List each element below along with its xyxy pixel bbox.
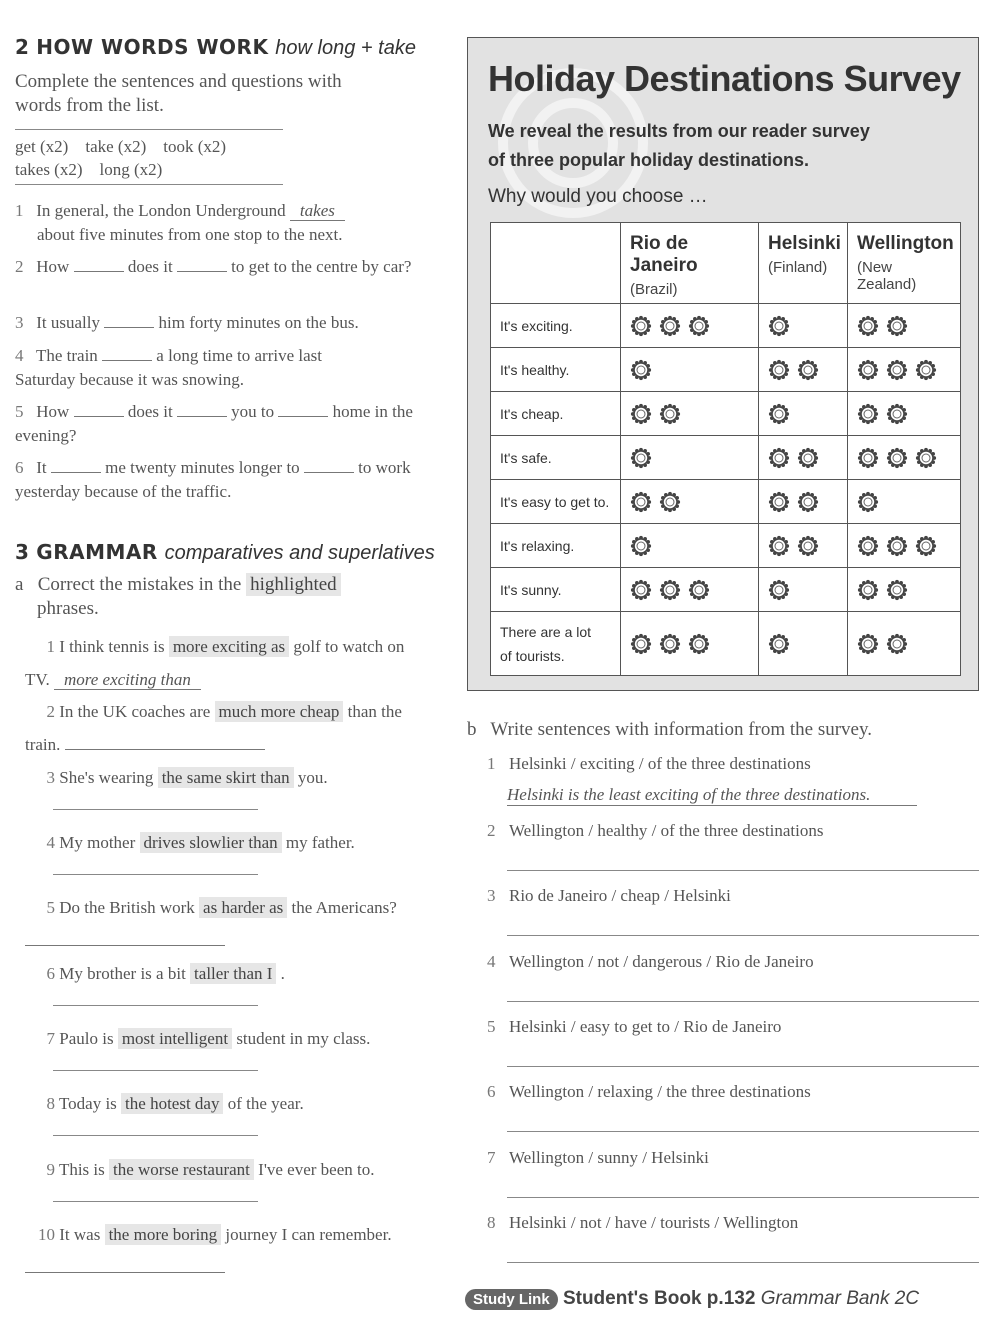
list-item bbox=[487, 1080, 977, 1104]
item-prompt: Wellington / healthy / of the three destinations bbox=[509, 821, 824, 840]
item-text: golf to watch on TV. bbox=[25, 637, 405, 689]
sun-icon bbox=[630, 579, 652, 601]
footer bbox=[465, 1288, 919, 1310]
item-text: This is bbox=[58, 1160, 105, 1179]
answer-line[interactable] bbox=[507, 1001, 979, 1002]
answer-line[interactable] bbox=[507, 870, 979, 871]
list-item bbox=[15, 255, 425, 279]
sun-icon bbox=[915, 359, 937, 381]
item-prompt: Helsinki / exciting / of the three destinations bbox=[509, 754, 811, 773]
item-text: My brother is a bit bbox=[59, 964, 186, 983]
survey-question: Why would you choose … bbox=[488, 186, 708, 207]
sun-icon bbox=[630, 403, 652, 425]
sun-icon bbox=[857, 633, 879, 655]
rating-cell bbox=[621, 480, 759, 524]
list-item bbox=[25, 891, 425, 957]
part-a-instruction bbox=[15, 573, 415, 621]
table-header-row bbox=[491, 223, 961, 304]
sun-icon bbox=[886, 579, 908, 601]
word-list-item: take (x2) bbox=[85, 137, 147, 156]
rating-cell bbox=[848, 568, 961, 612]
item-text: my father. bbox=[285, 833, 355, 852]
item-number: 6 bbox=[487, 1082, 496, 1101]
sun-icon bbox=[630, 491, 652, 513]
sun-icon bbox=[688, 315, 710, 337]
list-item bbox=[15, 344, 365, 392]
table-header-blank bbox=[491, 223, 621, 304]
item-text: Today is bbox=[58, 1094, 117, 1113]
answer-line[interactable] bbox=[507, 1262, 979, 1263]
item-text: . bbox=[280, 964, 285, 983]
answer-blank[interactable] bbox=[74, 402, 124, 417]
sun-icon bbox=[659, 579, 681, 601]
highlighted-phrase: the worse restaurant bbox=[109, 1159, 254, 1180]
answer-blank[interactable] bbox=[177, 257, 227, 272]
item-number: 2 bbox=[46, 702, 55, 721]
highlighted-phrase: most intelligent bbox=[118, 1028, 232, 1049]
item-number: 4 bbox=[15, 346, 24, 365]
highlighted-phrase: as harder as bbox=[199, 897, 287, 918]
sun-icon bbox=[857, 315, 879, 337]
sun-icon bbox=[915, 447, 937, 469]
sun-icon bbox=[768, 491, 790, 513]
row-label: It's sunny. bbox=[491, 568, 621, 612]
row-label: It's easy to get to. bbox=[491, 480, 621, 524]
item-text: journey I can remember. bbox=[225, 1225, 392, 1244]
item-text: than the train. bbox=[25, 702, 402, 754]
sun-icon bbox=[768, 579, 790, 601]
item-text: does it bbox=[127, 257, 173, 276]
part-a-letter: a bbox=[15, 574, 24, 595]
item-text: It bbox=[36, 458, 47, 477]
list-item bbox=[25, 1087, 425, 1120]
list-item bbox=[15, 199, 425, 247]
section-3-subtitle: comparatives and superlatives bbox=[164, 542, 435, 564]
item-text: Do the British work bbox=[59, 898, 195, 917]
answer-blank[interactable] bbox=[177, 402, 227, 417]
rating-cell bbox=[848, 480, 961, 524]
item-prompt: Wellington / sunny / Helsinki bbox=[509, 1148, 709, 1167]
list-item bbox=[25, 695, 425, 761]
rating-cell bbox=[621, 436, 759, 480]
city-name: Rio de Janeiro bbox=[630, 233, 698, 276]
answer-line[interactable] bbox=[53, 874, 258, 875]
sun-icon bbox=[857, 403, 879, 425]
rating-cell bbox=[848, 392, 961, 436]
answer-blank[interactable] bbox=[51, 458, 101, 473]
survey-title: Holiday Destinations Survey bbox=[488, 58, 961, 99]
item-number: 5 bbox=[15, 402, 24, 421]
item-text: It usually bbox=[36, 313, 100, 332]
word-list-item: took (x2) bbox=[163, 137, 227, 156]
list-item bbox=[15, 311, 425, 335]
sun-icon bbox=[886, 447, 908, 469]
rating-cell bbox=[759, 304, 848, 348]
survey-subtitle-line: We reveal the results from our reader survey bbox=[488, 121, 870, 141]
sun-icon bbox=[768, 359, 790, 381]
section-2-heading bbox=[15, 35, 416, 60]
item-text: The train bbox=[35, 346, 98, 365]
column-header-rio bbox=[621, 223, 759, 304]
list-item bbox=[15, 456, 425, 504]
item-number: 9 bbox=[46, 1160, 55, 1179]
sun-icon bbox=[886, 315, 908, 337]
footer-reference: Student's Book p.132 bbox=[562, 1288, 756, 1309]
row-label: It's safe. bbox=[491, 436, 621, 480]
item-text: him forty minutes on the bus. bbox=[158, 313, 359, 332]
survey-subtitle-line: of three popular holiday destinations. bbox=[488, 150, 810, 170]
item-text: you. bbox=[297, 768, 328, 787]
item-number: 2 bbox=[487, 821, 496, 840]
highlighted-phrase: more exciting as bbox=[169, 636, 289, 657]
item-text: of the year. bbox=[227, 1094, 304, 1113]
sun-icon bbox=[768, 633, 790, 655]
sun-icon bbox=[688, 633, 710, 655]
sun-icon bbox=[857, 491, 879, 513]
survey-table bbox=[490, 222, 961, 676]
item-text: In general, the London Underground bbox=[36, 201, 286, 220]
rating-cell bbox=[759, 568, 848, 612]
rating-cell bbox=[848, 612, 961, 676]
sun-icon bbox=[797, 491, 819, 513]
item-number: 5 bbox=[487, 1017, 496, 1036]
sun-icon bbox=[797, 447, 819, 469]
city-name: Helsinki bbox=[768, 233, 841, 254]
item-number: 1 bbox=[487, 754, 496, 773]
instruction-highlight: highlighted bbox=[246, 573, 341, 596]
answer-blank[interactable] bbox=[304, 458, 354, 473]
item-prompt: Wellington / not / dangerous / Rio de Janeiro bbox=[509, 952, 814, 971]
highlighted-phrase: the hotest day bbox=[121, 1093, 223, 1114]
sun-icon bbox=[768, 447, 790, 469]
item-text: you to bbox=[231, 402, 275, 421]
rating-cell bbox=[759, 612, 848, 676]
rating-cell bbox=[621, 524, 759, 568]
item-prompt: Helsinki / not / have / tourists / Wellington bbox=[509, 1213, 799, 1232]
item-text: a long time to arrive last Saturday because it was snowing. bbox=[15, 346, 322, 389]
section-2-instruction: Complete the sentences and questions with words from the list. bbox=[15, 71, 342, 116]
answer-line[interactable] bbox=[25, 931, 225, 946]
item-text: the Americans? bbox=[291, 898, 397, 917]
table-row bbox=[491, 392, 961, 436]
sun-icon bbox=[630, 315, 652, 337]
item-text: How bbox=[36, 402, 70, 421]
answer-blank[interactable] bbox=[278, 402, 328, 417]
rating-cell bbox=[848, 304, 961, 348]
item-number: 4 bbox=[487, 952, 496, 971]
rating-cell bbox=[759, 348, 848, 392]
rating-cell bbox=[621, 392, 759, 436]
answer-example: more exciting than bbox=[54, 670, 201, 690]
sun-icon bbox=[886, 535, 908, 557]
section-3-heading bbox=[15, 540, 435, 565]
sun-icon bbox=[768, 315, 790, 337]
answer-blank[interactable] bbox=[74, 257, 124, 272]
survey-subtitle bbox=[488, 117, 870, 175]
item-text: I think tennis is bbox=[59, 637, 165, 656]
sun-icon bbox=[630, 359, 652, 381]
column-header-wellington bbox=[848, 223, 961, 304]
rating-cell bbox=[759, 392, 848, 436]
row-label: It's relaxing. bbox=[491, 524, 621, 568]
list-item bbox=[25, 957, 425, 990]
highlighted-phrase: drives slowlier than bbox=[140, 832, 282, 853]
item-number: 8 bbox=[487, 1213, 496, 1232]
list-item bbox=[25, 761, 425, 794]
table-row bbox=[491, 436, 961, 480]
rating-cell bbox=[759, 524, 848, 568]
answer-line[interactable] bbox=[507, 935, 979, 936]
list-item bbox=[487, 1015, 977, 1039]
answer-line[interactable] bbox=[507, 1066, 979, 1067]
country-name: (Brazil) bbox=[630, 281, 678, 298]
item-number: 5 bbox=[46, 898, 55, 917]
answer-blank[interactable] bbox=[102, 346, 152, 361]
item-number: 1 bbox=[15, 201, 24, 220]
item-prompt: Wellington / relaxing / the three destinations bbox=[509, 1082, 811, 1101]
list-item bbox=[15, 400, 425, 448]
answer-example: Helsinki is the least exciting of the three destinations. bbox=[507, 785, 917, 806]
section-2-number: 2 bbox=[15, 35, 30, 59]
word-list-item: takes (x2) bbox=[15, 160, 83, 179]
word-list-item: long (x2) bbox=[99, 160, 163, 179]
answer-line[interactable] bbox=[53, 1135, 258, 1136]
item-prompt: Helsinki / easy to get to / Rio de Janeiro bbox=[509, 1017, 782, 1036]
table-row bbox=[491, 480, 961, 524]
highlighted-phrase: the same skirt than bbox=[158, 767, 294, 788]
item-number: 2 bbox=[15, 257, 24, 276]
list-item bbox=[25, 630, 425, 696]
list-item bbox=[25, 1218, 425, 1284]
item-text: does it bbox=[127, 402, 173, 421]
section-2-title: HOW WORDS WORK bbox=[36, 35, 269, 59]
rating-cell bbox=[759, 436, 848, 480]
rating-cell bbox=[621, 612, 759, 676]
sun-icon bbox=[659, 491, 681, 513]
highlighted-phrase: much more cheap bbox=[215, 701, 344, 722]
item-text: I've ever been to. bbox=[258, 1160, 375, 1179]
item-text: about five minutes from one stop to the next. bbox=[37, 225, 343, 244]
row-label: It's exciting. bbox=[491, 304, 621, 348]
rating-cell bbox=[848, 436, 961, 480]
table-row bbox=[491, 568, 961, 612]
table-row bbox=[491, 304, 961, 348]
item-text: to get to the centre by car? bbox=[231, 257, 412, 276]
word-list-bottom-rule bbox=[15, 184, 283, 185]
section-2-subtitle: how long + take bbox=[275, 37, 416, 59]
sun-icon bbox=[688, 579, 710, 601]
answer-line[interactable] bbox=[53, 1201, 258, 1202]
answer-blank[interactable] bbox=[104, 313, 154, 328]
table-row bbox=[491, 348, 961, 392]
answer-line[interactable] bbox=[65, 735, 265, 750]
sun-icon bbox=[659, 315, 681, 337]
list-item bbox=[487, 752, 977, 776]
part-b-letter: b bbox=[467, 719, 477, 740]
part-b-instruction bbox=[467, 719, 872, 741]
answer-line[interactable] bbox=[25, 1258, 225, 1273]
sun-icon bbox=[797, 535, 819, 557]
sun-icon bbox=[857, 579, 879, 601]
list-item bbox=[487, 950, 977, 974]
sun-icon bbox=[630, 633, 652, 655]
study-link-badge[interactable]: Study Link bbox=[465, 1289, 558, 1310]
rating-cell bbox=[848, 524, 961, 568]
word-list-item: get (x2) bbox=[15, 137, 69, 156]
rating-cell bbox=[848, 348, 961, 392]
answer-example: takes bbox=[290, 201, 345, 221]
city-name: Wellington bbox=[857, 233, 954, 254]
item-number: 6 bbox=[46, 964, 55, 983]
footer-reference-italic: Grammar Bank 2C bbox=[760, 1288, 920, 1309]
answer-line[interactable] bbox=[53, 1005, 258, 1006]
item-number: 6 bbox=[15, 458, 24, 477]
instruction-text: Write sentences with information from the survey. bbox=[490, 719, 873, 740]
item-number: 7 bbox=[487, 1148, 496, 1167]
item-text: How bbox=[36, 257, 70, 276]
instruction-text: phrases. bbox=[37, 598, 99, 619]
item-number: 8 bbox=[46, 1094, 55, 1113]
row-label: There are a lot of tourists. bbox=[491, 612, 621, 676]
list-item bbox=[487, 1146, 977, 1170]
answer-line[interactable] bbox=[53, 809, 258, 810]
item-number: 3 bbox=[46, 768, 55, 787]
list-item bbox=[487, 1211, 977, 1235]
rating-cell bbox=[621, 304, 759, 348]
sun-icon bbox=[857, 359, 879, 381]
highlighted-phrase: taller than I bbox=[190, 963, 276, 984]
country-name: (New Zealand) bbox=[857, 259, 917, 293]
survey-table-body bbox=[491, 304, 961, 676]
sun-icon bbox=[797, 359, 819, 381]
answer-line[interactable] bbox=[507, 1131, 979, 1132]
item-number: 10 bbox=[38, 1225, 55, 1244]
item-prompt: Rio de Janeiro / cheap / Helsinki bbox=[509, 886, 731, 905]
section-3-number: 3 bbox=[15, 540, 30, 564]
sun-icon bbox=[886, 403, 908, 425]
item-text: to work yesterday because of the traffic. bbox=[15, 458, 411, 501]
word-list-top-rule bbox=[15, 129, 283, 130]
sun-icon bbox=[659, 403, 681, 425]
item-number: 1 bbox=[46, 637, 55, 656]
item-number: 7 bbox=[46, 1029, 55, 1048]
sun-icon bbox=[886, 359, 908, 381]
item-text: In the UK coaches are bbox=[59, 702, 211, 721]
item-text: She's wearing bbox=[59, 768, 154, 787]
item-text: me twenty minutes longer to bbox=[105, 458, 300, 477]
sun-icon bbox=[659, 633, 681, 655]
country-name: (Finland) bbox=[768, 259, 828, 276]
rating-cell bbox=[759, 480, 848, 524]
row-label: It's healthy. bbox=[491, 348, 621, 392]
list-item bbox=[25, 1153, 425, 1186]
item-text: Paulo is bbox=[59, 1029, 114, 1048]
list-item bbox=[25, 826, 425, 859]
sun-icon bbox=[886, 633, 908, 655]
rating-cell bbox=[621, 348, 759, 392]
rating-cell bbox=[621, 568, 759, 612]
row-label: It's cheap. bbox=[491, 392, 621, 436]
table-row bbox=[491, 524, 961, 568]
table-row bbox=[491, 612, 961, 676]
sun-icon bbox=[768, 535, 790, 557]
item-text: home in the evening? bbox=[15, 402, 413, 445]
sun-icon bbox=[630, 447, 652, 469]
instruction-text: Correct the mistakes in the bbox=[37, 574, 242, 595]
item-text: student in my class. bbox=[236, 1029, 371, 1048]
item-text: It was bbox=[59, 1225, 101, 1244]
list-item bbox=[25, 1022, 425, 1055]
item-number: 3 bbox=[15, 313, 24, 332]
sun-icon bbox=[857, 447, 879, 469]
word-list bbox=[15, 135, 285, 181]
list-item bbox=[487, 819, 977, 843]
sun-icon bbox=[768, 403, 790, 425]
item-text: My mother bbox=[59, 833, 136, 852]
sun-icon bbox=[857, 535, 879, 557]
list-item bbox=[487, 884, 977, 908]
answer-line[interactable] bbox=[507, 1197, 979, 1198]
item-number: 3 bbox=[487, 886, 496, 905]
section-3-title: GRAMMAR bbox=[36, 540, 158, 564]
sun-icon bbox=[630, 535, 652, 557]
item-number: 4 bbox=[46, 833, 55, 852]
sun-icon bbox=[915, 535, 937, 557]
answer-line[interactable] bbox=[53, 1070, 258, 1071]
column-header-helsinki bbox=[759, 223, 848, 304]
highlighted-phrase: the more boring bbox=[105, 1224, 222, 1245]
